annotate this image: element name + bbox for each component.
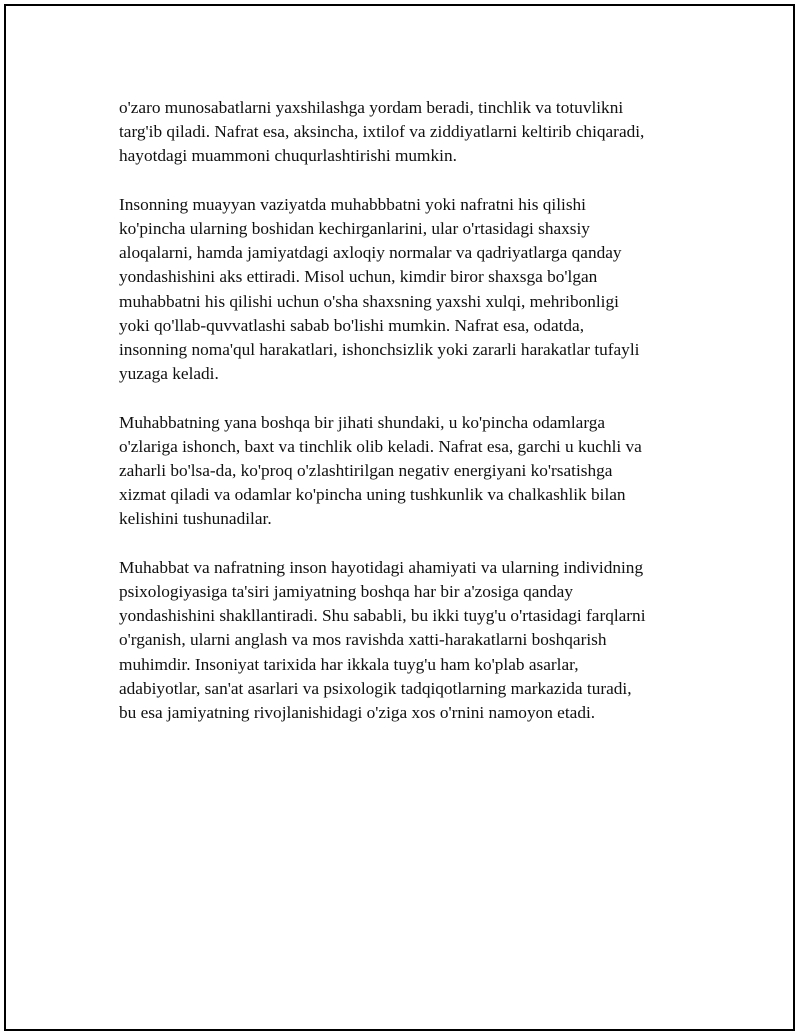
text-line: yoki qo'llab-quvvatlashi sabab bo'lishi mumkin. Nafrat esa, odatda,	[119, 315, 585, 335]
text-line: Muhabbat va nafratning inson hayotidagi ahamiyati va ularning individning	[119, 557, 644, 577]
text-line: o'rganish, ularni anglash va mos ravishda xatti-harakatlarni boshqarish	[119, 630, 607, 650]
text-line: insonning noma'qul harakatlari, ishonchsizlik yoki zararli harakatlar tufayli	[119, 340, 640, 360]
text-line: bu esa jamiyatning rivojlanishidagi o'ziga xos o'rnini namoyon etadi.	[119, 703, 596, 723]
text-line: aloqalarni, hamda jamiyatdagi axloqiy normalar va qadriyatlarga qanday	[119, 243, 622, 263]
paragraph-4	[119, 556, 699, 725]
document-page	[4, 4, 795, 1031]
text-line: yondashishini aks ettiradi. Misol uchun, kimdir biror shaxsga bo'lgan	[119, 267, 598, 287]
text-line: muhabbatni his qilishi uchun o'sha shaxsning yaxshi xulqi, mehribonligi	[119, 291, 619, 311]
text-line: ko'pincha ularning boshidan kechirganlarini, ular o'rtasidagi shaxsiy	[119, 219, 590, 238]
text-line: hayotdagi muammoni chuqurlashtirishi mumkin.	[119, 146, 457, 166]
text-line: Muhabbatning yana boshqa bir jihati shundaki, u ko'pincha odamlarga	[119, 412, 606, 432]
text-line: yondashishini shakllantiradi. Shu sababli, bu ikki tuyg'u o'rtasidagi farqlarni	[119, 606, 646, 626]
paragraph-2	[119, 193, 699, 387]
paragraph-1	[119, 96, 699, 169]
text-line: muhimdir. Insoniyat tarixida har ikkala tuyg'u ham ko'plab asarlar,	[119, 654, 579, 674]
text-line: o'zlariga ishonch, baxt va tinchlik olib keladi. Nafrat esa, garchi u kuchli va	[119, 436, 642, 456]
text-line: xizmat qiladi va odamlar ko'pincha uning tushkunlik va chalkashlik bilan	[119, 485, 626, 505]
text-line: zaharli bo'lsa-da, ko'proq o'zlashtirilgan negativ energiyani ko'rsatishga	[119, 461, 613, 481]
text-line: targ'ib qiladi. Nafrat esa, aksincha, ixtilof va ziddiyatlarni keltirib chiqaradi,	[119, 122, 645, 142]
document-body	[119, 96, 699, 749]
text-line: psixologiyasiga ta'siri jamiyatning boshqa har bir a'zosiga qanday	[119, 582, 573, 602]
text-line: adabiyotlar, san'at asarlari va psixologik tadqiqotlarning markazida turadi,	[119, 678, 632, 698]
paragraph-3	[119, 411, 699, 532]
text-line: Insonning muayyan vaziyatda muhabbbatni yoki nafratni his qilishi	[119, 194, 586, 214]
text-line: yuzaga keladi.	[119, 364, 219, 384]
text-line: kelishini tushunadilar.	[119, 509, 272, 529]
text-line: o'zaro munosabatlarni yaxshilashga yordam beradi, tinchlik va totuvlikni	[119, 98, 624, 117]
